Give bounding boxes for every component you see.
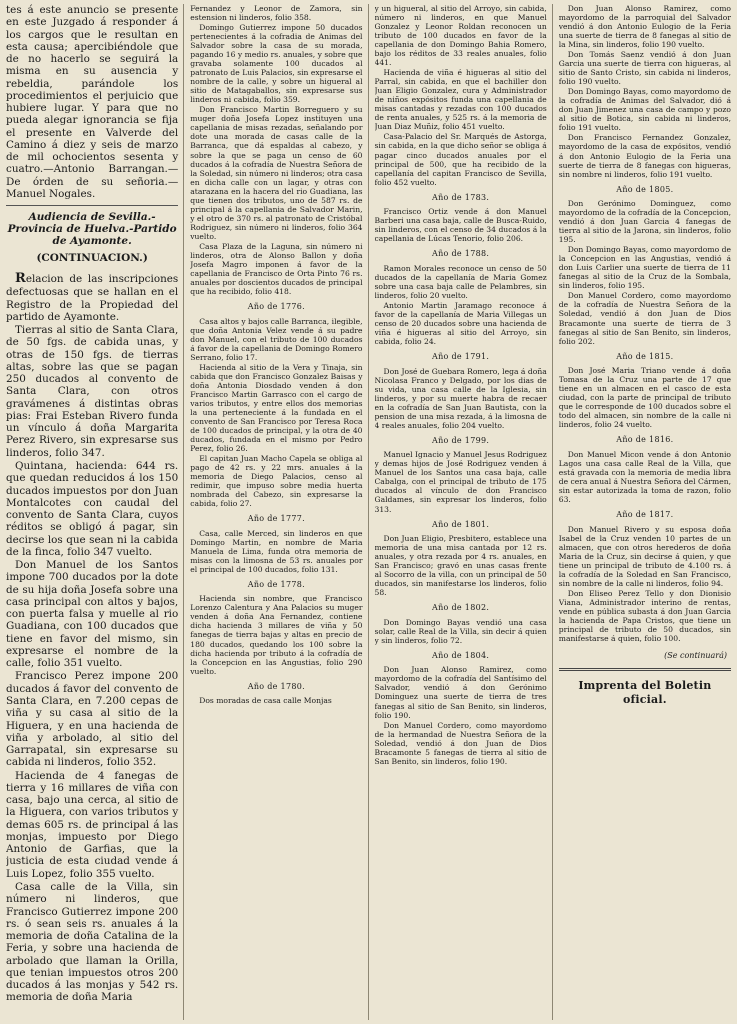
entry: Ramon Morales reconoce un censo de 50 ducados de la capellanía de Maria Gomez sobre una casa baja calle de Pelambres, sin linderos, folio 20 vuelto. [374, 263, 547, 300]
entry: Don Manuel Cordero, como mayordomo de la cofradía de Nuestra Señora de la Soledad, vendió á don Juan de Dios Bracamonte una suerte de tierra de 3 fanegas al sitio de San Benito, sin linderos, folio 202. [558, 291, 731, 346]
column-2 [190, 4, 368, 1020]
relacion-title [6, 271, 178, 323]
year-heading: Año de 1788. [432, 249, 490, 259]
entry: Manuel Ignacio y Manuel Jesus Rodriguez y demas hijos de José Rodriguez venden á Manuel de los Santos una casa baja, calle Cabalga, con el principal de tributo de 175 ducados al vínculo de don Francisco Galdames, sin expresar los linderos, folio 313. [374, 450, 547, 514]
entry: Don Eliseo Perez Tello y don Dionisio Viana, Administrador interino de rentas, vende en pública subasta á don Juan Garcia la hacienda de Papa Cristos, que tiene un principal de tributo de 50 ducados, sin manifestarse á quien, folio 100. [558, 588, 731, 643]
entry: Don Domingo Bayas, como mayordomo de la Concepcion en las Angustias, vendió á don Luis Carlier una suerte de tierra de 11 fanegas al sitio de la Cruz de la Sombala, sin linderos, folio 195. [558, 245, 731, 291]
entry: Francisco Perez impone 200 ducados á favor del convento de Santa Clara, en 7.200 cepas de viña y su casa al sitio de la Higuera, y en una hacienda de viña y arbolado, al sitio del Garrapatal, sin expresarse su cabida ni linderos, folio 352. [6, 670, 179, 769]
entry: Hacienda de 4 fanegas de tierra y 16 millares de viña con casa, bajo una cerca, al sitio de la Higuera, con varios tributos y demas 605 rs. de principal á las monjas, impuesto por Diego Antonio de Garfias, que la justicia de esta ciudad vende á Luis Lopez, folio 355 vuelto. [6, 769, 179, 880]
year-heading: Año de 1783. [432, 192, 490, 202]
entry: Don Manuel Cordero, como mayordomo de la hermandad de Nuestra Señora de la Soledad, vendió á don Juan de Dios Bracamonte 5 fanegas de tierra al sitio de San Benito, sin linderos, folio 190. [374, 720, 547, 766]
continuation-note: (Se continuará) [664, 650, 727, 660]
entry: Francisco Ortiz vende á don Manuel Barberi una casa baja, calle de Busca-Ruido, sin linderos, con el censo de 34 ducados á la capellania de Lúcas Tenorio, folio 206. [374, 207, 547, 244]
entry: Don Juan Eligio, Presbitero, establece una memoria de una misa cantada por 12 rs. anuales, y otra rezada por 4 rs. anuales, en San Francisco; gravó en unas casas frente al Socorro de la villa, con un principal de 50 ducados, sin manifestarse los linderos, folio 58. [374, 534, 547, 598]
year-heading: Año de 1816. [616, 435, 674, 445]
entry: Antonio Martin Jaramago reconoce á favor de la capellanía de Maria Villegas un censo de 20 ducados sobre una hacienda de viña é higueras al sitio del Arroyo, sin cabida, folio 24. [374, 300, 547, 347]
year-heading: Año de 1802. [432, 603, 490, 613]
printer-imprint: Imprenta del Boletin oficial. [578, 679, 712, 706]
entry: Don Juan Alonso Ramirez, como mayordomo de la parroquial del Salvador vendió á don Antonio Eulogio de la Feria una suerte de tierra de 8 fanegas al sitio de la Mina, sin linderos, folio 190 vuelto. [558, 4, 731, 50]
entry: Dos moradas de casa calle Monjas [199, 696, 332, 706]
year-heading: Año de 1815. [616, 351, 674, 361]
entry: Hacienda sin nombre, que Francisco Lorenzo Calentura y Ana Palacios su muger venden á doña Ana Fernandez, contiene dicha hacienda 3 millares de viña y 50 fanegas de tierra bajas y altas en precio de 180 ducados, quedando los 100 sobre la dicha hacienda por tributo á la cofradía de la Concepcion en las Angustias, folio 290 vuelto. [190, 594, 363, 676]
footer-divider [559, 668, 731, 671]
entry: Casa Plaza de la Laguna, sin número ni linderos, otra de Alonso Ballon y doña Josefa Magro imponen á favor de la capellania de Francisco de Orta Pinto 76 rs. anuales por doscientos ducados de principal que ha recibido, folio 418. [190, 241, 363, 296]
entry: y un higueral, al sitio del Arroyo, sin cabida, número ni linderos, en que Manuel Gonzalez y Leonor Roldan reconocen un tributo de 100 ducados en favor de la capellania de don Domingo Bahia Romero, bajo los réditos de 33 reales anuales, folio 441. [374, 4, 547, 68]
entry: Don Juan Alonso Ramirez, como mayordomo de la cofradía del Santísimo del Salvador, vendió á don Gerónimo Dominguez una suerte de tierra de tres fanegas al sitio de San Benito, sin linderos, folio 190. [374, 665, 547, 720]
entry: Don Domingo Bayas vendió una casa solar, calle Real de la Villa, sin decir á quien y sin linderos, folio 72. [374, 617, 547, 645]
entry: Casa-Palacio del Sr. Marqués de Astorga, sin cabida, en la que dicho señor se obliga á pagar cinco ducados anuales por el principal de 500, que ha recibido de la capellanía del capitan Francisco de Sevilla, folio 452 vuelto. [374, 132, 547, 187]
entry: Casa altos y bajos calle Barranca, ilegible, que doña Antonia Velez vende á su padre don Manuel, con el tributo de 100 ducados á favor de la capellania de Domingo Romero Serrano, folio 17. [190, 316, 363, 362]
continuation-heading: (CONTINUACION.) [36, 252, 148, 265]
year-heading: Año de 1805. [616, 184, 674, 194]
column-4 [559, 4, 731, 1020]
year-heading: Año de 1776. [247, 302, 305, 311]
year-heading: Año de 1780. [247, 681, 305, 691]
entry: El capitan Juan Macho Capela se obliga al pago de 42 rs. y 22 mrs. anuales á la memoria de Diego Palacios, censo al redimir, que impuso sobre media huerta nombrada del Cabezo, sin expresarse la cabida, folio 27. [190, 453, 363, 509]
entry: Don José Maria Triano vende á doña Tomasa de la Cruz una parte de 17 que tiene en un almacen en el casco de esta ciudad, con la parte de principal de tributo que le corresponde de 100 ducados sobre el todo del almacen, sin nombre de la calle ni linderos, folio 24 vuelto. [558, 366, 731, 430]
entry: Fernandez y Leonor de Zamora, sin estension ni linderos, folio 358. [190, 4, 363, 23]
entry: Don Francisco Martin Borreguero y su muger doña Josefa Lopez instituyen una capellania de misas rezadas, señalando por dote una morada de casas calle de la Barranca, que dá espaldas al cabezo, y sobre la que se paga un censo de 60 ducados á la cofradía de Nuestra Señora de la Soledad, sin número ni linderos; otra casa en dicha calle con un lagar, y otras con atarazana en la hacera del rio Guadiana, las que tienen dos tributos, uno de 587 rs. de principal á la capellania de Salvador Marin, y el otro de 370 rs. al patronato de Cristóbal Rodriguez, sin número ni linderos, folio 364 vuelto. [190, 105, 363, 241]
entry: Tierras al sitio de Santa Clara, de 50 fgs. de cabida unas, y otras de 150 fgs. de tierras altas, sobre las que se pagan 250 ducados al convento de Santa Clara, con otros gravámenes á distintas obras pias: Frai Esteban Rivero funda un vínculo á doña Margarita Perez Rivero, sin expresarse sus linderos, folio 347. [6, 324, 179, 459]
year-heading: Año de 1817. [616, 510, 674, 520]
year-heading: Año de 1799. [432, 435, 490, 445]
year-heading: Año de 1801. [432, 519, 490, 529]
entry: Don Gerónimo Dominguez, como mayordomo de la cofradía de la Concepcion, vendió á don Juan Garcia 4 fanegas de tierra al sitio de la Jarona, sin linderos, folio 195. [558, 199, 731, 245]
entry: Don Tomás Saenz vendió á don Juan Garcia una suerte de tierra con higueras, al sitio de Santo Cristo, sin cabida ni linderos, folio 190 vuelto. [558, 50, 731, 87]
column-1 [6, 4, 184, 1020]
entry: Casa, calle Merced, sin linderos en que Domingo Martin, en nombre de Maria Manuela de Lima, funda otra memoria de misas con la limosna de 53 rs. anuales por el principal de 100 ducados, folio 131. [190, 528, 363, 574]
year-heading: Año de 1777. [247, 514, 305, 524]
section-heading: Audiencia de Sevilla.-Provincia de Huelva.-Partido de Ayamonte. [7, 211, 177, 248]
relacion-title-text: elacion de las inscripciones defectuosas que se hallan en el Registro de la Propiedad del partido de Ayamonte. [6, 272, 179, 323]
entry: Quintana, hacienda: 644 rs. que quedan reducidos á los 150 ducados impuestos por don Juan Montalcotes con caudal del convento de Santa Clara, cuyos réditos se obligó á pagar, sin decirse los que sean ni la cabida de la finca, folio 347 vuelto. [6, 459, 179, 558]
entry: Don Manuel Rivero y su esposa doña Isabel de la Cruz venden 10 partes de un almacen, que con otros herederos de doña Maria de la Cruz, sin decirse á quien, y que tiene un principal de tributo de 4.100 rs. á la cofradía de la Soledad en San Francisco, sin nombre de la calle ni linderos, folio 94. [558, 524, 731, 588]
entry: Casa calle de la Villa, sin número ni linderos, que Francisco Gutierrez impone 200 rs. ó sean seis rs. anuales á la memoria de doña Catalina de la Feria, y sobre una hacienda de arbolado que llaman la Orilla, que tenian impuestos otros 200 ducados á las monjas y 542 rs. memoria de doña Maria [6, 881, 179, 1004]
year-heading: Año de 1778. [247, 579, 305, 589]
column-3 [375, 4, 553, 1020]
edict-ending: tes á este anuncio se presente en este Juzgado á responder á los cargos que le resultan en esta causa; apercibiéndole que de no hacerlo se seguirá la misma en su ausencia y rebeldia, parándole los procedimientos el perjuicio que hubiere lugar. Y para que no pueda alegar ignorancia se fija el presente en Valverde del Camino á diez y seis de marzo de mil ochocientos sesenta y cuatro.—Antonio Barrangan.—De órden de su señoria.—Manuel Nogales. [6, 4, 179, 200]
section-divider [6, 205, 178, 206]
entry: Hacienda al sitio de la Vera y Tinaja, sin cabida que don Francisco Gonzalez Baisas y doña Antonia Diosdado venden á don Francisco Martin Garrasco con el cargo de varios tributos, y entre ellos dos memorias la una perteneciente á la fundada en el convento de San Francisco por Teresa Roca de 100 ducados de principal, y la otra de 40 ducados, fundada en el mismo por Pedro Perez, folio 26. [190, 362, 363, 453]
year-heading: Año de 1804. [432, 650, 490, 660]
entry: Don José de Guebara Romero, lega á doña Nicolasa Franco y Delgado, por los dias de su vida, una casa calle de la Iglesia, sin linderos, y por su muerte habra de recaer en la cofradía de San Juan Bautista, con la pension de una misa rezada, á la limosna de 4 reales anuales, folio 204 vuelto. [374, 366, 547, 430]
entry: Domingo Gutierrez impone 50 ducados pertenecientes á la cofradia de Animas del Salvador sobre la casa de su morada, pagando 16 y medio rs. anuales, y sobre que gravaba solamente 100 ducados al patronato de Luis Palacios, sin expresarse el nombre de la calle, y sobre un higueral al sitio de Matagaballos, sin expresarse sus linderos ni cabida, folio 359. [190, 23, 363, 105]
year-heading: Año de 1791. [432, 352, 490, 362]
entry: Hacienda de viña é higueras al sitio del Parral, sin cabida, en que el bachiller don Juan Eligio Gonzalez, cura y Administrador de niños expósitos funda una capellania de misas cantadas y rezadas con 100 ducados de renta anuales, y 525 rs. á la memoria de Juan Diaz Muñiz, folio 451 vuelto. [374, 68, 547, 132]
entry: Don Manuel Micon vende á don Antonio Lagos una casa calle Real de la Villa, que está gravada con la memoria de media libra de cera anual á Nuestra Señora del Cármen, sin estar autorizada la toma de razon, folio 63. [558, 449, 731, 505]
drop-cap: R [15, 270, 26, 286]
entry: Don Francisco Fernandez Gonzalez, mayordomo de la casa de expósitos, vendió á don Antonio Eulogio de la Feria una suerte de tierra de 8 fanegas con higueras, sin nombre ni linderos, folio 191 vuelto. [558, 133, 731, 179]
entry: Don Domingo Bayas, como mayordomo de la cofradía de Animas del Salvador, dió á don Juan Jimenez una casa de campo y pozo al sitio de Botica, sin cabida ni linderos, folio 191 vuelto. [558, 87, 731, 133]
entry: Don Manuel de los Santos impone 700 ducados por la dote de su hija doña Josefa sobre una casa principal con altos y bajos, con puerta falsa y muelle al rio Guadiana, con 100 ducados que tiene en favor del mismo, sin expresarse el nombre de la calle, folio 351 vuelto. [6, 559, 179, 670]
